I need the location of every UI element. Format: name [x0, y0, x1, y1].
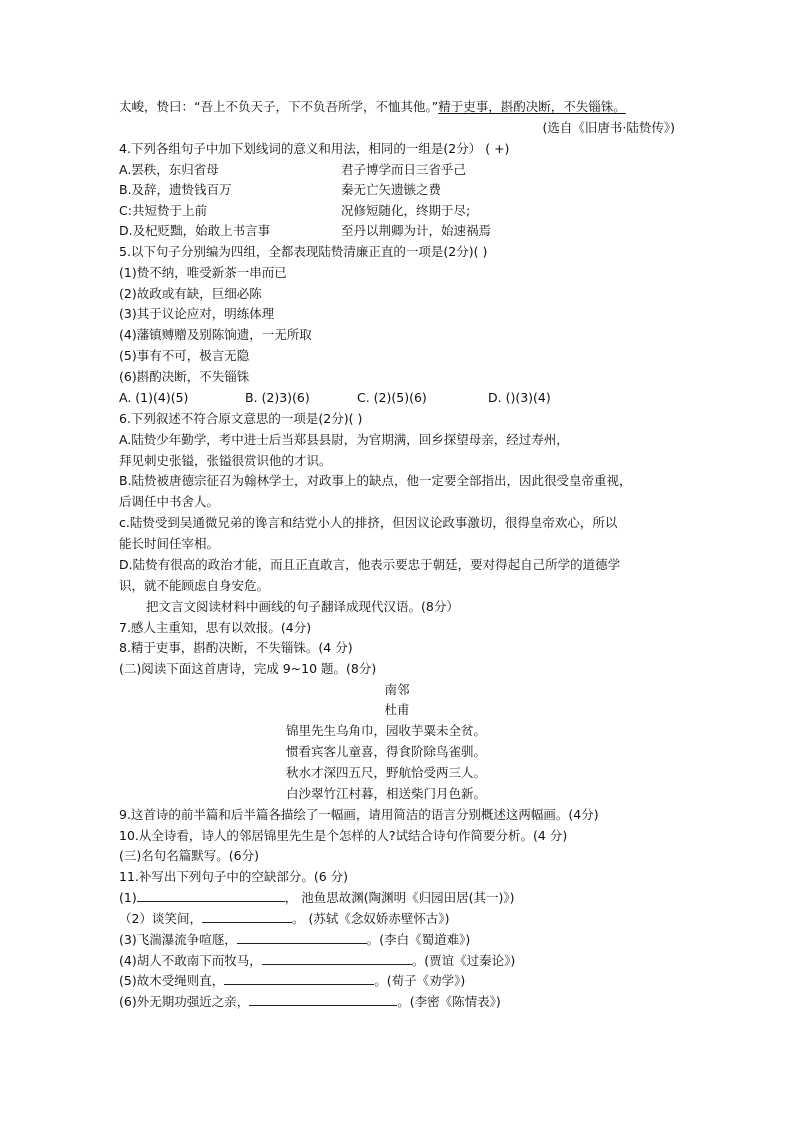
section3-stem: (三)名句名篇默写。(6分)	[119, 848, 259, 863]
poem-line: 锦里先生乌角巾，园收芋粟未全贫。	[286, 723, 487, 738]
passage-underlined-sentence: 精于吏事，斟酌决断，不失锱铢。	[438, 99, 626, 114]
q4-option-c-right: 况修短随化，终期于尽;	[341, 203, 471, 218]
q5-item: (1)贽不纳，唯受新茶一串而已	[119, 265, 287, 280]
q5-choice-a: A. (1)(4)(5)	[119, 390, 189, 405]
q5-choices	[119, 388, 551, 408]
q5-choice-d: D. ()(3)(4)	[488, 390, 551, 405]
poem-line: 惯看宾客儿童喜，得食阶除鸟雀驯。	[286, 744, 487, 759]
dictation-prefix: (1)	[119, 890, 137, 905]
dictation-suffix: 。(李白《蜀道难》)	[366, 932, 471, 947]
dictation-item-2	[119, 909, 449, 929]
dictation-suffix: 。(李密《陈情表》)	[397, 994, 501, 1009]
poem-title: 南邻	[384, 682, 410, 697]
dictation-item-6	[119, 992, 501, 1012]
q4-option-d	[119, 221, 492, 241]
dictation-item-1	[119, 888, 514, 908]
dictation-suffix: 。 (苏轼《念奴娇赤壁怀古》)	[291, 911, 450, 926]
q4-option-c-left: C:共短贽于上前	[119, 203, 207, 218]
q5-item: (4)藩镇赙赠及别陈饷遗，一无所取	[119, 327, 312, 342]
q5-item: (3)其于议论应对，明练体理	[119, 306, 275, 321]
q6-option-a-line2: 拜见刺史张镒，张镒很赏识他的才识。	[119, 453, 332, 468]
passage-tail-line	[119, 97, 626, 117]
dictation-item-5	[119, 971, 465, 991]
poem-author: 杜甫	[384, 702, 410, 717]
q5-item: (5)事有不可，极言无隐	[119, 348, 250, 363]
dictation-item-3	[119, 930, 470, 950]
dictation-prefix: (6)外无期功强近之亲，	[119, 994, 250, 1009]
dictation-prefix: (5)故木受绳则直，	[119, 973, 225, 988]
q4-option-a	[119, 160, 467, 180]
answer-blank[interactable]	[202, 909, 292, 923]
q6-option-b-line2: 后调任中书舍人。	[119, 494, 220, 509]
q5-stem: 5.以下句子分别编为四组，全都表现陆贽清廉正直的一项是(2分)( )	[119, 244, 488, 259]
q6-option-c-line2: 能长时间任宰相。	[119, 536, 220, 551]
q4-option-d-right: 至丹以荆卿为计，始速祸焉	[341, 223, 492, 238]
q6-option-a-line1: A.陆贽少年勤学，考中进士后当郑县县尉，为官期满，回乡探望母亲，经过寿州，	[119, 432, 569, 447]
q10: 10.从全诗看，诗人的邻居锦里先生是个怎样的人?试结合诗句作简要分析。(4 分)	[119, 828, 568, 843]
q5-item: (6)斟酌决断，不失锱铢	[119, 369, 250, 384]
dictation-prefix: （2）谈笑间，	[119, 911, 202, 926]
dictation-item-4	[119, 951, 515, 971]
section2-stem: (二)阅读下面这首唐诗，完成 9~10 题。(8分)	[119, 661, 377, 676]
q4-option-c	[119, 201, 471, 221]
answer-blank[interactable]	[237, 930, 367, 944]
q4-option-a-left: A.罢秩，东归省母	[119, 162, 219, 177]
answer-blank[interactable]	[137, 888, 285, 902]
answer-blank[interactable]	[249, 992, 397, 1006]
answer-blank[interactable]	[262, 951, 412, 965]
q6-option-d-line2: 识，就不能顾虑自身安危。	[119, 578, 270, 593]
q6-option-b-line1: B.陆贽被唐德宗征召为翰林学士，对政事上的缺点，他一定要全部指出，因此很受皇帝重视，	[119, 473, 632, 488]
poem-line: 白沙翠竹江村暮，相送柴门月色新。	[286, 786, 487, 801]
q7: 7.感人主重知，思有以效报。(4分)	[119, 620, 312, 635]
q11-stem: 11.补写出下列句子中的空缺部分。(6 分)	[119, 869, 349, 884]
q6-stem: 6.下列叙述不符合原文意思的一项是(2分)( )	[119, 411, 363, 426]
q6-option-c-line1: c.陆贽受到吴通微兄弟的谗言和结党小人的排挤，但因议论政事激切，很得皇帝欢心，所以	[119, 515, 618, 530]
q4-stem: 4.下列各组句子中加下划线词的意义和用法，相同的一组是(2分） ( +)	[119, 141, 510, 156]
q6-option-d-line1: D.陆贽有很高的政治才能，而且正直敢言，他表示要忠于朝廷，要对得起自己所学的道德学	[119, 557, 621, 572]
q4-option-b	[119, 180, 442, 200]
answer-blank[interactable]	[224, 971, 374, 985]
dictation-prefix: (3)飞湍瀑流争喧豗，	[119, 932, 237, 947]
dictation-suffix: 。(荀子《劝学》)	[374, 973, 466, 988]
passage-tail-text: 太峻，贽曰：“吾上不负天子，下不负吾所学，不恤其他。”	[119, 99, 439, 114]
q5-choice-c: C. (2)(5)(6)	[357, 390, 427, 405]
dictation-prefix: (4)胡人不敢南下而牧马，	[119, 953, 262, 968]
dictation-suffix: ， 池鱼思故渊(陶渊明《归园田居(其一)》)	[284, 890, 515, 905]
q8: 8.精于吏事，斟酌决断，不失锱铢。(4 分)	[119, 640, 353, 655]
q4-option-a-right: 君子博学而日三省乎己	[341, 162, 467, 177]
poem-line: 秋水才深四五尺，野航恰受两三人。	[286, 765, 487, 780]
q5-item: (2)故政或有缺，巨细必陈	[119, 286, 262, 301]
q4-option-d-left: D.及杞贬黜，始敢上书言事	[119, 223, 271, 238]
q9: 9.这首诗的前半篇和后半篇各描绘了一幅画，请用简洁的语言分别概述这两幅画。(4分)	[119, 807, 599, 822]
translate-instruction: 把文言文阅读材料中画线的句子翻译成现代汉语。(8分）	[146, 599, 459, 614]
q4-option-b-right: 秦无亡矢遗镞之费	[341, 182, 442, 197]
q5-choice-b: B. (2)3)(6)	[245, 390, 310, 405]
passage-source: (选自《旧唐书·陆贽传》)	[542, 120, 675, 135]
q4-option-b-left: B.及辞，遗贽钱百万	[119, 182, 232, 197]
dictation-suffix: 。(贾谊《过秦论》)	[411, 953, 516, 968]
